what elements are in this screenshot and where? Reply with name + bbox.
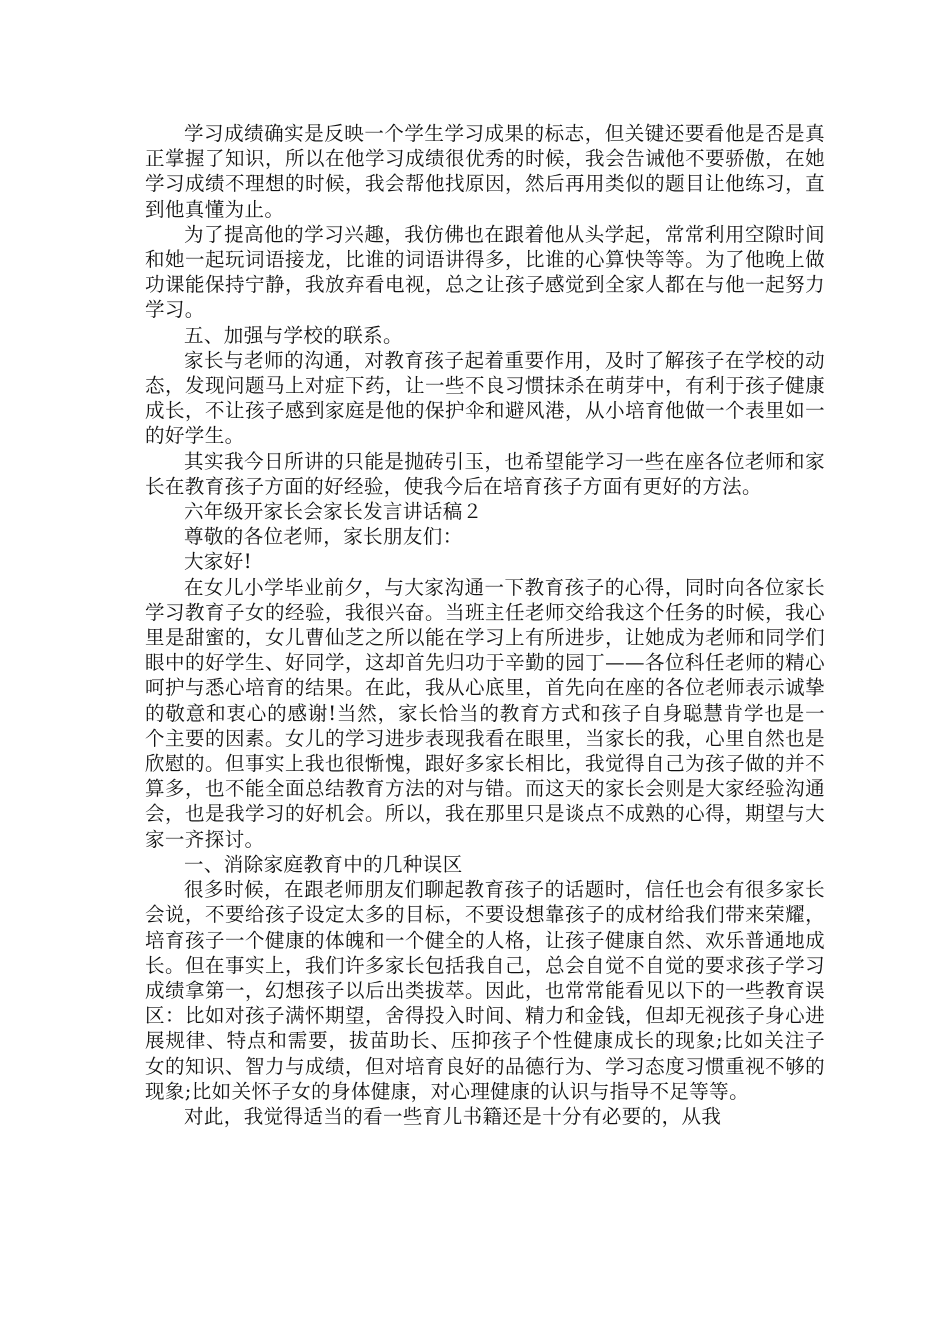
paragraph: 其实我今日所讲的只能是抛砖引玉，也希望能学习一些在座各位老师和家长在教育孩子方面的好经验，使我今后在培育孩子方面有更好的方法。 <box>145 449 825 498</box>
paragraph: 学习成绩确实是反映一个学生学习成果的标志，但关键还要看他是否是真正掌握了知识，所以在他学习成绩很优秀的时候，我会告诫他不要骄傲，在她学习成绩不理想的时候，我会帮他找原因，然后再用类似的题目让他练习，直到他真懂为止。 <box>145 122 825 221</box>
paragraph: 为了提高他的学习兴趣，我仿佛也在跟着他从头学起，常常利用空隙时间和她一起玩词语接龙，比谁的词语讲得多，比谁的心算快等等。为了他晚上做功课能保持宁静，我放弃看电视，总之让孩子感觉到全家人都在与他一起努力学习。 <box>145 222 825 322</box>
speech-title: 六年级开家长会家长发言讲话稿２ <box>184 500 483 524</box>
paragraph: 在女儿小学毕业前夕，与大家沟通一下教育孩子的心得，同时向各位家长学习教育子女的经验，我很兴奋。当班主任老师交给我这个任务的时候，我心里是甜蜜的，女儿曹仙芝之所以能在学习上有所进步，让她成为老师和同学们眼中的好学生、好同学，这却首先归功于辛勤的园丁——各位科任老师的精心呵护与悉心培育的结果。在此，我从心底里，首先向在座的各位老师表示诚挚的敬意和衷心的感谢!当然，家长恰当的教育方式和孩子自身聪慧肯学也是一个主要的因素。女儿的学习进步表现我看在眼里，当家长的我，心里自然也是欣慰的。但事实上我也很惭愧，跟好多家长相比，我觉得自己为孩子做的并不算多，也不能全面总结教育方法的对与错。而这天的家长会则是大家经验沟通会，也是我学习的好机会。所以，我在那里只是谈点不成熟的心得，期望与大家一齐探讨。 <box>145 575 825 851</box>
section-heading: 五、加强与学校的联系。 <box>184 323 403 347</box>
document-body <box>145 121 825 1129</box>
greeting: 大家好! <box>184 550 252 574</box>
paragraph: 对此，我觉得适当的看一些育儿书籍还是十分有必要的，从我 <box>184 1104 722 1128</box>
salutation: 尊敬的各位老师，家长朋友们： <box>184 525 463 549</box>
paragraph: 家长与老师的沟通，对教育孩子起着重要作用，及时了解孩子在学校的动态，发现问题马上对症下药，让一些不良习惯抹杀在萌芽中，有利于孩子健康成长，不让孩子感到家庭是他的保护伞和避风港，从小培育他做一个表里如一的好学生。 <box>145 348 825 448</box>
section-heading: 一、消除家庭教育中的几种误区 <box>184 852 463 876</box>
paragraph: 很多时候，在跟老师朋友们聊起教育孩子的话题时，信任也会有很多家长会说，不要给孩子设定太多的目标，不要设想靠孩子的成材给我们带来荣耀，培育孩子一个健康的体魄和一个健全的人格，让孩子健康自然、欢乐普通地成长。但在事实上，我们许多家长包括我自己，总会自觉不自觉的要求孩子学习成绩拿第一，幻想孩子以后出类拔萃。因此，也常常能看见以下的一些教育误区：比如对孩子满怀期望，舍得投入时间、精力和金钱，但却无视孩子身心进展规律、特点和需要，拔苗助长、压抑孩子个性健康成长的现象;比如关注子女的知识、智力与成绩，但对培育良好的品德行为、学习态度习惯重视不够的现象;比如关怀子女的身体健康，对心理健康的认识与指导不足等等。 <box>145 878 825 1103</box>
